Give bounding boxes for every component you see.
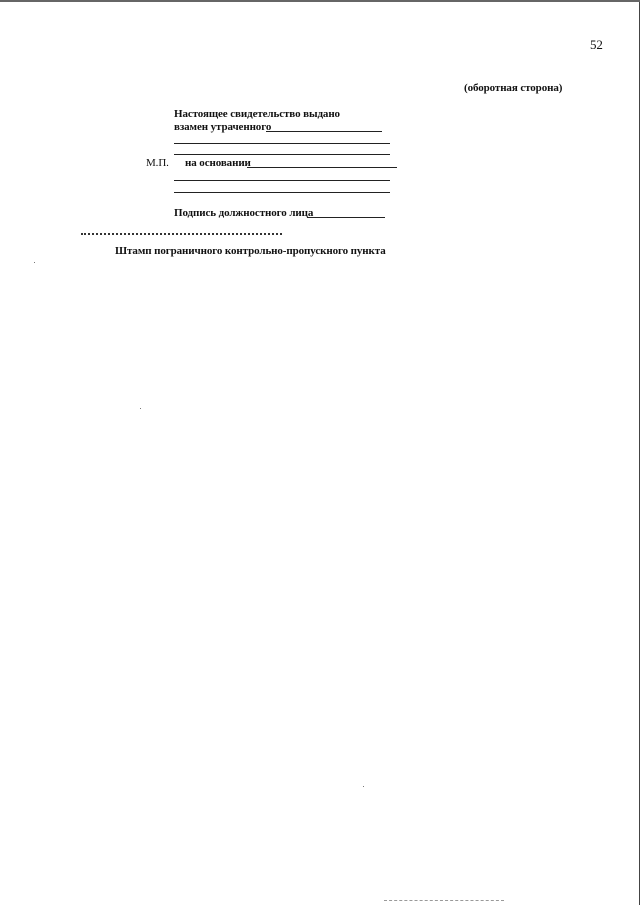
page-top-edge — [0, 0, 640, 2]
blank-line-1 — [174, 143, 390, 144]
signature-blank-line — [307, 217, 385, 218]
scan-speck — [34, 262, 35, 263]
blank-line-3 — [174, 180, 390, 181]
blank-line-2 — [174, 154, 390, 155]
scan-speck — [140, 408, 141, 409]
replacement-blank-line — [266, 131, 382, 132]
seal-place-label: М.П. — [146, 157, 169, 169]
page-number: 52 — [590, 37, 603, 52]
stamp-dotted-line — [81, 233, 282, 235]
blank-line-4 — [174, 192, 390, 193]
basis-blank-line — [247, 167, 397, 168]
reverse-side-label: (оборотная сторона) — [464, 82, 563, 94]
signature-label: Подпись должностного лица — [174, 207, 314, 219]
scan-edge-mark — [384, 900, 504, 901]
basis-label: на основании — [185, 157, 251, 169]
issued-line-1: Настоящее свидетельство выдано — [174, 108, 340, 120]
scan-speck — [363, 786, 364, 787]
issued-line-2: взамен утраченного — [174, 121, 272, 133]
stamp-label: Штамп пограничного контрольно-пропускного пункта — [115, 245, 386, 257]
